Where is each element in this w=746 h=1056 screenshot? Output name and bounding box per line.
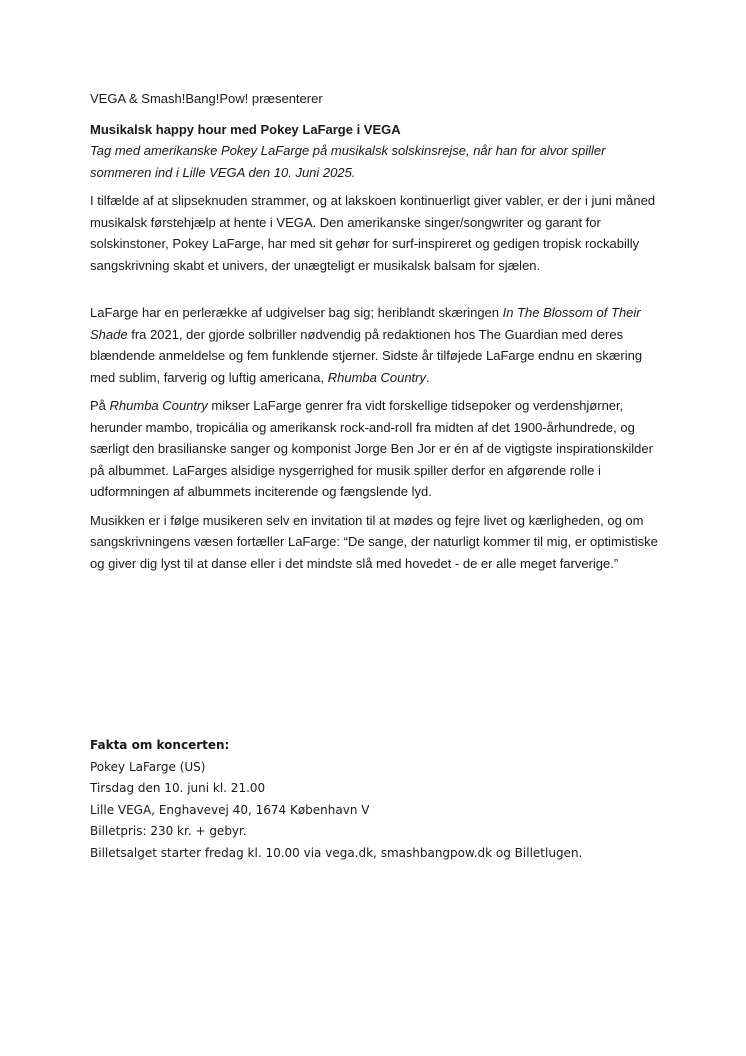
paragraph-3 [90,395,660,503]
album-title-rhumba: Rhumba Country [327,369,426,385]
facts-line: Tirsdag den 10. juni kl. 21.00 [90,781,266,795]
paragraph-3-text-b: mikser LaFarge genrer fra vidt forskellige tidsepoker og verdenshjørner, herunder mambo, tropicália og amerikansk rock-and-roll fra midten af det 1900-århundrede, og særligt den brasilianske sanger og komponist Jorge Ben Jor er én af de vigtigste inspirationskilder på albummet. LaFarges alsidige nysgerrighed for musik spiller derfor en afgørende rolle i udformningen af albummets inciterende og fængslende lyd. [90,398,653,499]
album-title-rhumba-2: Rhumba Country [109,398,208,413]
paragraph-4: Musikken er i følge musikeren selv en invitation til at mødes og fejre livet og kærligheden, og om sangskrivningens væsen fortæller LaFarge: “De sange, der naturligt kommer til mig, er optimistiske og giver dig lyst til at danse eller i det mindste slå med hovedet - de er alle meget farverige.” [90,512,658,571]
facts-line: Pokey LaFarge (US) [90,759,206,774]
intro-line: VEGA & Smash!Bang!Pow! præsenterer [90,91,323,106]
paragraph-2-text-b: fra 2021, der gjorde solbriller nødvendig på redaktionen hos The Guardian med deres blændende anmeldelse og fem funklende stjerner. Sidste år tilføjede LaFarge endnu en skæring med sublim, farverig og luftig americana, [90,326,643,385]
subheadline: Tag med amerikanske Pokey LaFarge på musikalsk solskinsrejse, når han for alvor spiller sommeren ind i Lille VEGA den 10. Juni 2025. [90,143,606,180]
album-title-blossom: In The Blossom of Their Shade [90,305,641,342]
paragraph-2-text-c: . [426,369,430,385]
paragraph-2 [90,302,660,388]
paragraph-3-text-a: På [90,398,110,413]
facts-line: Billetsalget starter fredag kl. 10.00 via vega.dk, smashbangpow.dk og Billetlugen. [90,845,583,860]
facts-title: Fakta om koncerten: [90,738,230,752]
headline: Musikalsk happy hour med Pokey LaFarge i VEGA [90,121,401,137]
press-release-body [90,88,660,581]
facts-line: Lille VEGA, Enghavevej 40, 1674 København V [90,802,370,817]
paragraph-1: I tilfælde af at slipseknuden strammer, og at lakskoen kontinuerligt giver vabler, er der i juni måned musikalsk førstehjælp at hente i VEGA. Den amerikanske singer/songwriter og garant for solskinstoner, Pokey LaFarge, har med sit gehør for surf-inspireret og gedigen tropisk rockabilly sangskrivning skabt et univers, der unægteligt er musikalsk balsam for sjælen. [90,193,656,273]
concert-facts [90,735,690,864]
paragraph-2-text-a: LaFarge har en perlerække af udgivelser bag sig; heriblandt skæringen [90,305,503,320]
facts-line: Billetpris: 230 kr. + gebyr. [90,824,247,838]
